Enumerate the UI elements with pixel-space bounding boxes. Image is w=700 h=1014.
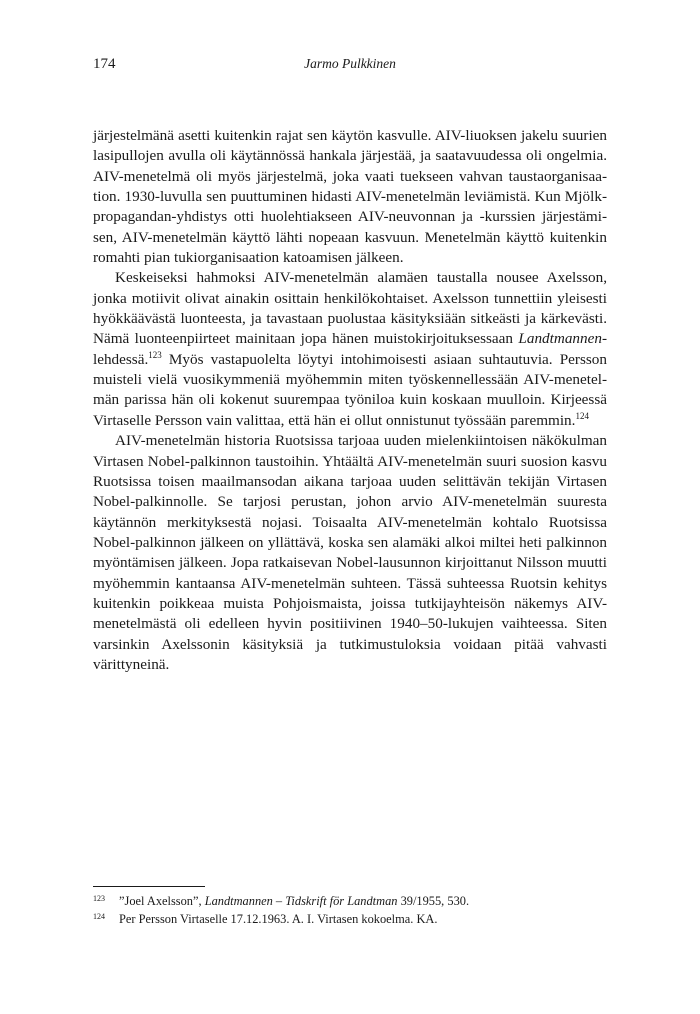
page-number: 174 xyxy=(93,56,116,72)
footnote-number: 124 xyxy=(93,911,105,921)
paragraph-2 xyxy=(93,268,607,431)
footnote-publication-title: Landtmannen – Tidskrift för Landtman xyxy=(204,894,398,908)
footnote-number: 123 xyxy=(93,894,105,903)
page-header xyxy=(93,56,607,76)
footnote-separator xyxy=(93,886,205,887)
footnote-123 xyxy=(93,893,607,911)
footnote-text-b: 39/1955, 530. xyxy=(397,894,470,908)
paragraph-3: AIV-menetelmän historia Ruotsissa tarjoaa uuden mielenkiintoisen näkökulman Virtasen Nobel-palkinnon taustoihin. Yhtäältä AIV-menetelmän suuri suosion kasvu Ruotsissa toisen maailmansodan aikana tarjoaa uuden selittävän tekijän Virtasen Nobel-palkinnolle. Se tarjosi perustan, johon arvio AIV-menetelmän suuresta käytännön merkityksestä nojasi. Toisaalta AIV-menetelmän kohtalo Ruotsissa Nobel-palkinnon jälkeen on yllättävä, koska sen alamäki alkoi miltei heti palkinnon myöntämisen jälkeen. Jopa ratkaisevan Nobel-lausunnon kirjoittanut Nilsson muutti myöhemmin kantaansa AIV-menetelmän suhteen. Tässä suhteessa Ruotsin kehitys kuitenkin poikkeaa muista Pohjoismaista, joissa tutkijayhteisön näkemys AIV-menetelmästä oli edelleen hyvin positiivinen 1940–50-lukujen vaihteessa. Siten varsinkin Axelssonin käsityksiä ja tutkimustuloksia voidaan pitää vahvasti värittyneinä. xyxy=(93,432,607,673)
running-head: Jarmo Pulkkinen xyxy=(304,56,396,71)
paragraph-1: järjestelmänä asetti kuitenkin rajat sen käytön kasvulle. AIV-liuoksen jakelu suurien lasipullojen avulla oli käytännössä hankala järjestää, ja saatavuudessa oli ongelmia. AIV-menetelmä oli myös järjestelmä, joka vaati tuekseen vahvan taustaorganisaation. 1930-luvulla sen puuttuminen hidasti AIV-menetelmän leviämistä. Kun Mjölkpropagandan-yhdistys otti huolehtiakseen AIV-neuvonnan ja -kurssien järjestämisen, AIV-menetelmän käyttö lähti nopeaan kasvuun. Menetelmän käyttö kuitenkin romahti pian tukiorganisaation katoamisen jälkeen. xyxy=(93,127,607,267)
publication-title: Landtmannen xyxy=(518,330,602,348)
body-text xyxy=(93,126,607,675)
footnote-ref-124[interactable]: 124 xyxy=(575,410,589,421)
footnote-ref-123[interactable]: 123 xyxy=(148,349,162,360)
footnote-124 xyxy=(93,911,607,929)
footnote-text: Per Persson Virtaselle 17.12.1963. A. I. Virtasen kokoelma. KA. xyxy=(119,911,438,926)
paragraph-2-text-a: Keskeiseksi hahmoksi AIV-menetelmän alamäen taustalla nousee Axelsson, jonka motiivit olivat ainakin osittain henkilökohtaiset. Axelsson tunnettiin yleisesti hyökkäävästä luonteesta, ja tavastaan puolustaa käsityksiään sitkeästi ja kärkevästi. Nämä luonteenpiirteet mainitaan jopa hänen muistokirjoituksessaan xyxy=(93,269,607,348)
footnotes xyxy=(93,893,607,928)
paragraph-2-text-b: -lehdessä. xyxy=(93,330,607,368)
footnote-text-a: ”Joel Axelsson”, xyxy=(119,894,205,908)
paragraph-2-text-c: Myös vastapuolelta löytyi intohimoisesti asiaan suhtautuvia. Persson muisteli vielä vuosikymmeniä myöhemmin miten työskennellessään AIV-menetelmän parissa hän oli kokenut suurempaa työniloa kuin koskaan muulloin. Kirjeessä Virtaselle Persson vain valittaa, että hän ei ollut onnistunut työssään paremmin. xyxy=(93,350,607,429)
